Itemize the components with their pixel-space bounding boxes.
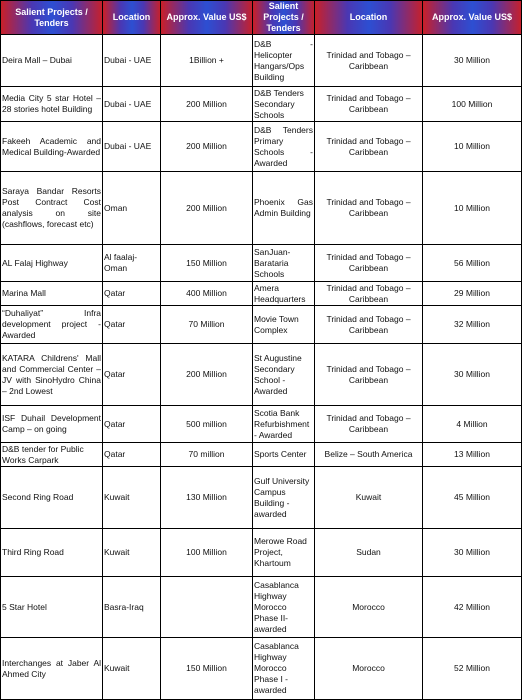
value-cell: 200 Million <box>161 344 253 406</box>
project-cell: Movie Town Complex <box>253 306 315 344</box>
location-cell: Qatar <box>103 344 161 406</box>
project-cell: Fakeeh Academic and Medical Building-Awarded <box>1 122 103 172</box>
value-cell: 70 million <box>161 443 253 467</box>
project-cell: 5 Star Hotel <box>1 577 103 638</box>
table-row <box>1 467 522 529</box>
project-cell: D&B tender for Public Works Carpark <box>1 443 103 467</box>
table-row <box>1 638 522 700</box>
value-cell: 10 Million <box>423 122 522 172</box>
header-project: Salient Projects / Tenders <box>1 1 103 35</box>
table-row <box>1 306 522 344</box>
table-row <box>1 529 522 577</box>
project-cell: ISF Duhail Development Camp – on going <box>1 406 103 443</box>
location-cell: Belize – South America <box>315 443 423 467</box>
header-location: Location <box>103 1 161 35</box>
project-cell: Second Ring Road <box>1 467 103 529</box>
project-cell: AL Falaj Highway <box>1 245 103 282</box>
project-cell: Sports Center <box>253 443 315 467</box>
project-cell: Gulf University Campus Building - awarded <box>253 467 315 529</box>
header-location-2: Location <box>315 1 423 35</box>
header-value: Approx. Value US$ <box>161 1 253 35</box>
value-cell: 100 Million <box>161 529 253 577</box>
value-cell: 500 million <box>161 406 253 443</box>
project-cell: Phoenix Gas Admin Building <box>253 172 315 245</box>
location-cell: Trinidad and Tobago – Caribbean <box>315 35 423 87</box>
location-cell: Kuwait <box>103 638 161 700</box>
location-cell: Trinidad and Tobago – Caribbean <box>315 245 423 282</box>
table-row <box>1 245 522 282</box>
project-cell: D&B - Helicopter Hangars/Ops Building <box>253 35 315 87</box>
value-cell: 32 Million <box>423 306 522 344</box>
location-cell: Al faalaj-Oman <box>103 245 161 282</box>
location-cell: Basra-Iraq <box>103 577 161 638</box>
project-cell: “Duhaliyat” Infra development project - Awarded <box>1 306 103 344</box>
project-cell: Marina Mall <box>1 282 103 306</box>
project-cell: Merowe Road Project, Khartoum <box>253 529 315 577</box>
value-cell: 45 Million <box>423 467 522 529</box>
location-cell: Trinidad and Tobago – Caribbean <box>315 306 423 344</box>
location-cell: Dubai - UAE <box>103 122 161 172</box>
value-cell: 100 Million <box>423 87 522 122</box>
value-cell: 29 Million <box>423 282 522 306</box>
table-row <box>1 172 522 245</box>
value-cell: 200 Million <box>161 87 253 122</box>
value-cell: 70 Million <box>161 306 253 344</box>
location-cell: Trinidad and Tobago – Caribbean <box>315 122 423 172</box>
table-row <box>1 87 522 122</box>
value-cell: 52 Million <box>423 638 522 700</box>
value-cell: 10 Million <box>423 172 522 245</box>
location-cell: Qatar <box>103 443 161 467</box>
location-cell: Morocco <box>315 577 423 638</box>
project-cell: D&B Tenders Primary Schools - Awarded <box>253 122 315 172</box>
project-cell: Media City 5 star Hotel – 28 stories hotel Building <box>1 87 103 122</box>
value-cell: 150 Million <box>161 245 253 282</box>
value-cell: 30 Million <box>423 344 522 406</box>
project-cell: D&B Tenders Secondary Schools <box>253 87 315 122</box>
header-row <box>1 1 522 35</box>
table-row <box>1 443 522 467</box>
location-cell: Trinidad and Tobago – Caribbean <box>315 172 423 245</box>
location-cell: Morocco <box>315 638 423 700</box>
project-cell: Saraya Bandar Resorts Post Contract Cost analysis on site (cashflows, forecast etc) <box>1 172 103 245</box>
location-cell: Kuwait <box>103 467 161 529</box>
project-cell: SanJuan-Barataria Schools <box>253 245 315 282</box>
value-cell: 130 Million <box>161 467 253 529</box>
table-row <box>1 406 522 443</box>
value-cell: 42 Million <box>423 577 522 638</box>
location-cell: Sudan <box>315 529 423 577</box>
location-cell: Oman <box>103 172 161 245</box>
project-cell: Scotia Bank Refurbishment - Awarded <box>253 406 315 443</box>
project-cell: Third Ring Road <box>1 529 103 577</box>
table-row <box>1 577 522 638</box>
value-cell: 13 Million <box>423 443 522 467</box>
location-cell: Trinidad and Tobago – Caribbean <box>315 282 423 306</box>
project-cell: St Augustine Secondary School - Awarded <box>253 344 315 406</box>
value-cell: 200 Million <box>161 172 253 245</box>
location-cell: Trinidad and Tobago – Caribbean <box>315 87 423 122</box>
location-cell: Qatar <box>103 406 161 443</box>
header-value-2: Approx. Value US$ <box>423 1 522 35</box>
location-cell: Trinidad and Tobago – Caribbean <box>315 406 423 443</box>
location-cell: Kuwait <box>103 529 161 577</box>
project-cell: Casablanca Highway Morocco Phase II-awarded <box>253 577 315 638</box>
location-cell: Trinidad and Tobago – Caribbean <box>315 344 423 406</box>
location-cell: Qatar <box>103 306 161 344</box>
value-cell <box>161 577 253 638</box>
value-cell: 30 Million <box>423 35 522 87</box>
location-cell: Dubai - UAE <box>103 35 161 87</box>
table-row <box>1 282 522 306</box>
value-cell: 1Billion + <box>161 35 253 87</box>
project-cell: Interchanges at Jaber Al Ahmed City <box>1 638 103 700</box>
project-cell: Casablanca Highway Morocco Phase I - awarded <box>253 638 315 700</box>
project-cell: KATARA Childrens' Mall and Commercial Center – JV with SinoHydro China – 2nd Lowest <box>1 344 103 406</box>
table-row <box>1 344 522 406</box>
location-cell: Dubai - UAE <box>103 87 161 122</box>
header-project-2: Salient Projects / Tenders <box>253 1 315 35</box>
table-row <box>1 122 522 172</box>
project-cell: Amera Headquarters <box>253 282 315 306</box>
location-cell: Kuwait <box>315 467 423 529</box>
location-cell: Qatar <box>103 282 161 306</box>
value-cell: 56 Million <box>423 245 522 282</box>
value-cell: 400 Million <box>161 282 253 306</box>
value-cell: 150 Million <box>161 638 253 700</box>
value-cell: 30 Million <box>423 529 522 577</box>
project-cell: Deira Mall – Dubai <box>1 35 103 87</box>
value-cell: 4 Million <box>423 406 522 443</box>
value-cell: 200 Million <box>161 122 253 172</box>
table-row <box>1 35 522 87</box>
